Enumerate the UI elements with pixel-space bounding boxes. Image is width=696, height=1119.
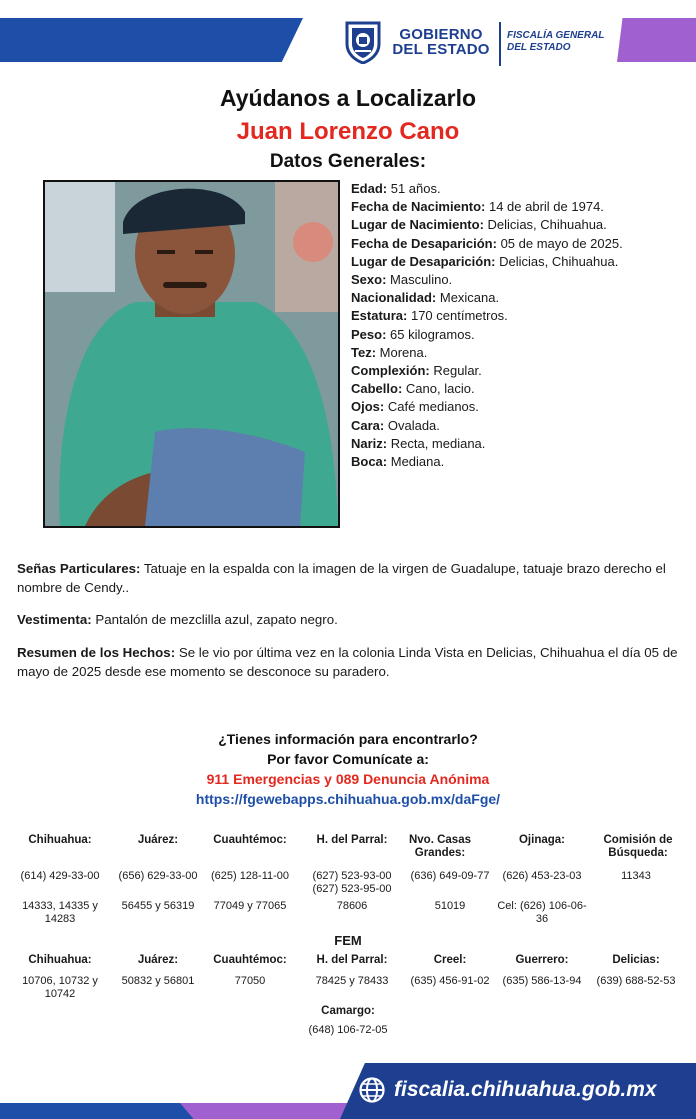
dir-extension: 14333, 14335 y 14283 xyxy=(22,900,98,925)
data-row-cara: Cara: Ovalada. xyxy=(351,417,440,433)
government-logo-text xyxy=(388,27,494,57)
dir-header: H. del Parral: xyxy=(316,834,388,846)
fem-value: (635) 456-91-02 xyxy=(410,975,490,987)
fem-title: FEM xyxy=(334,933,362,948)
fem-header: Delicias: xyxy=(612,954,660,966)
clothing: Vestimenta: Pantalón de mezclilla azul, zapato negro. xyxy=(17,612,338,627)
dir-phone: 11343 xyxy=(621,870,651,882)
data-row-complexion: Complexión: Regular. xyxy=(351,363,482,379)
dir-phone: (614) 429-33-00 xyxy=(20,870,100,882)
data-row-fecha-nacimiento: Fecha de Nacimiento: 14 de abril de 1974. xyxy=(351,199,604,215)
fem-value: (635) 586-13-94 xyxy=(502,975,582,987)
dir-extension: 51019 xyxy=(434,900,466,912)
fem-header: Guerrero: xyxy=(515,954,569,966)
fem-header: Cuauhtémoc: xyxy=(213,954,287,966)
fem-header: Juárez: xyxy=(137,954,179,966)
fem-header: H. del Parral: xyxy=(316,954,388,966)
dir-phone: (625) 128-11-00 xyxy=(210,870,290,882)
logo-line-2: DEL ESTADO xyxy=(392,41,490,58)
dir-header: Nvo. Casas Grandes: xyxy=(408,834,471,859)
dir-phone: (626) 453-23-03 xyxy=(502,870,582,882)
dir-phone: (627) 523-93-00 (627) 523-95-00 xyxy=(312,870,392,895)
dir-header: Juárez: xyxy=(137,834,179,846)
missing-person-name: Juan Lorenzo Cano xyxy=(236,118,460,145)
contact-request: Por favor Comunícate a: xyxy=(267,751,429,767)
data-row-ojos: Ojos: Café medianos. xyxy=(351,399,479,415)
dir-header: Comisión de Búsqueda: xyxy=(603,834,673,859)
data-row-nacionalidad: Nacionalidad: Mexicana. xyxy=(351,290,500,306)
data-row-sexo: Sexo: Masculino. xyxy=(351,272,453,288)
data-row-lugar-desaparicion: Lugar de Desaparición: Delicias, Chihuahua. xyxy=(351,253,619,269)
fem-header: Chihuahua: xyxy=(28,954,92,966)
data-row-fecha-desaparicion: Fecha de Desaparición: 05 de mayo de 2025. xyxy=(351,235,623,251)
dir-header: Chihuahua: xyxy=(28,834,92,846)
logo-divider xyxy=(499,22,501,66)
report-link[interactable]: https://fgewebapps.chihuahua.gob.mx/daFge/ xyxy=(195,791,501,807)
data-row-boca: Boca: Mediana. xyxy=(351,454,445,470)
fem-header: Creel: xyxy=(433,954,467,966)
data-row-lugar-nacimiento: Lugar de Nacimiento: Delicias, Chihuahua. xyxy=(351,217,607,233)
website-url[interactable]: fiscalia.chihuahua.gob.mx xyxy=(394,1078,657,1101)
contact-question: ¿Tienes información para encontrarlo? xyxy=(218,731,478,747)
data-row-peso: Peso: 65 kilogramos. xyxy=(351,326,475,342)
missing-person-photo xyxy=(43,180,340,528)
dir-extension: 78606 xyxy=(336,900,368,912)
fem-value: (639) 688-52-53 xyxy=(596,975,676,987)
dir-extension: 77049 y 77065 xyxy=(213,900,287,912)
fem-value: 10706, 10732 y 10742 xyxy=(22,975,98,1000)
fem-value: 50832 y 56801 xyxy=(121,975,195,987)
dir-phone: (656) 629-33-00 xyxy=(118,870,198,882)
data-row-tez: Tez: Morena. xyxy=(351,344,428,360)
incident-summary: Resumen de los Hechos: Se le vio por última vez en la colonia Linda Vista en Delicias, Chihuahua el día 05 de mayo de 2025 desde ese momento se desconoce su paradero. xyxy=(17,645,678,679)
distinguishing-marks: Señas Particulares: Tatuaje en la espalda con la imagen de la virgen de Guadalupe, tatuaje brazo derecho el nombre de Cendy.. xyxy=(17,561,666,595)
fem-value: 78425 y 78433 xyxy=(315,975,389,987)
camargo-header: Camargo: xyxy=(321,1005,375,1017)
dir-header: Ojinaga: xyxy=(518,834,565,846)
fem-value: 77050 xyxy=(234,975,266,987)
emergency-numbers: 911 Emergencias y 089 Denuncia Anónima xyxy=(206,771,490,787)
header-blue-band xyxy=(0,18,303,62)
general-data-list xyxy=(351,180,651,471)
dir-header: Cuauhtémoc: xyxy=(213,834,287,846)
dir-extension: 56455 y 56319 xyxy=(121,900,195,912)
section-title: Datos Generales: xyxy=(269,151,427,172)
footer-purple-band xyxy=(180,1103,350,1119)
dir-phone: (636) 649-09-77 xyxy=(410,870,490,882)
data-row-cabello: Cabello: Cano, lacio. xyxy=(351,381,475,397)
fiscalia-logo-text xyxy=(507,30,607,54)
poster-title: Ayúdanos a Localizarlo xyxy=(219,85,477,111)
logo-line-1: GOBIERNO xyxy=(399,26,483,43)
dir-extension: Cel: (626) 106-06-36 xyxy=(497,900,587,925)
header-purple-band xyxy=(617,18,696,62)
fiscalia-line-2: DEL ESTADO xyxy=(507,42,571,53)
camargo-value: (648) 106-72-05 xyxy=(308,1024,388,1036)
data-row-nariz: Nariz: Recta, mediana. xyxy=(351,435,486,451)
globe-icon xyxy=(358,1076,386,1104)
data-row-edad: Edad: 51 años. xyxy=(351,181,441,196)
fiscalia-line-1: FISCALÍA GENERAL xyxy=(507,30,605,41)
data-row-estatura: Estatura: 170 centímetros. xyxy=(351,308,508,324)
state-shield-icon xyxy=(343,20,383,64)
